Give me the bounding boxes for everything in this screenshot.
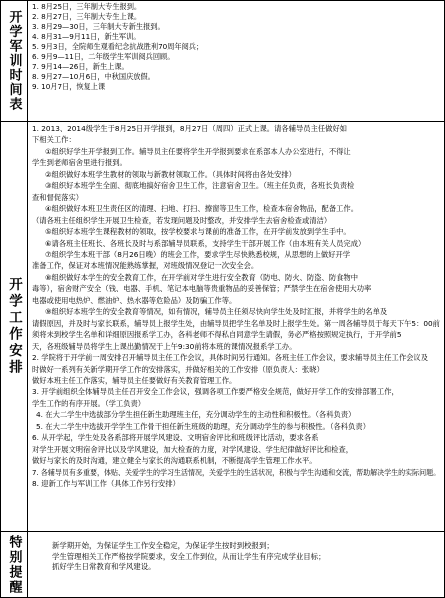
arrangement-line: 学生工作的有序开展。（学工负责）	[32, 398, 146, 408]
notice-line: 抓好学生日常教育和学风建设。	[52, 562, 156, 571]
schedule-item: 4. 8月31—9月11日，新生军训。	[32, 32, 141, 41]
schedule-item: 6. 9月9—11日，二年级学生军训阅兵回顾。	[32, 52, 175, 61]
arrangement-line: 对学生开展文明宿舍评比以及学风建设，加大检查的力度，对学风建设、学生纪律做好评比和检查，	[32, 444, 354, 454]
arrangement-line: 准备工作，保证对本班情况能熟练掌握，对班级情况登记一次安全会。	[32, 261, 259, 271]
arrangement-line: 3. 开学前组织全体辅导员主任召开安全工作会议，强调各项工作要严格安全规范，做好开学工作的安排部署工作，	[32, 387, 399, 397]
arrangement-line: ③组织好本班学生全面、彻底地搞好宿舍卫生工作，注意宿舍卫生。（班主任负责，各班长负责检	[45, 181, 355, 191]
schedule-item: 3. 8月29—30日，三年制大专新生报到。	[32, 22, 165, 31]
arrangement-line: 须将未到校学生名单和详细原因报系学工办，各科老师不得私自同意学生请假，务必严格按照规定执行，于开学前5	[32, 330, 402, 340]
arrangement-line: 请假原因，并及时与家长联系，辅导员上报学生处，由辅导员把学生名单及时上报学生处。第一周各辅导员于每天下午5：00前	[32, 318, 440, 328]
schedule-section	[1, 1, 444, 122]
arrangement-line: ②组织做好本班学生教材的领取与新教材领取工作。（具体时间将由各处安排）	[45, 169, 296, 179]
arrangement-line: 天，各班级辅导员将学生上课出勤情况于上午9:30前将本班的课情况报系学工办。	[32, 341, 297, 351]
arrangement-body	[28, 122, 444, 531]
schedule-item: 1. 8月25日，三年制大专生报到。	[32, 2, 142, 11]
schedule-list	[28, 1, 444, 121]
arrangement-line: ④组织做好本班卫生责任区的清理、扫地、打扫、擦窗等卫生工作，检查本宿舍物品，配备工作。	[45, 204, 359, 214]
arrangement-line: ⑤组织好本班学生课程教材的领取，按学校要求与课前的准备工作，在开学前发放到学生手中。	[45, 227, 351, 237]
arrangement-line: ①组织好学生开学报到工作。辅导员主任要将学生开学报到要求在系部本人办公室进行，不得让	[45, 146, 351, 156]
arrangement-line: 下相关工作：	[32, 135, 76, 145]
arrangement-line: ⑧组织做好本学生的安全教育工作，在开学前对学生进行安全教育（防电、防火、防盗、防食物中	[45, 272, 359, 282]
arrangement-line: （请各班主任组织学生开展卫生检查，若发现问题及时整改，并安排学生去宿舍检查或清洁）	[32, 215, 332, 225]
arrangement-label: 开学工作安排	[6, 277, 22, 376]
notice-body	[28, 532, 444, 597]
arrangement-line: 时做好一系列有关新学期开学工作的安排落实，并做好相关的工作安排（原负责人：张晓）	[32, 364, 324, 374]
notice-label: 特别提醒	[6, 534, 22, 595]
arrangement-line: 查和督促落实）	[32, 192, 84, 202]
arrangement-line: 电器或使用电热炉、燃油炉、热水器等危险品）及防骗工作等。	[32, 295, 237, 305]
arrangement-line: ⑦组织学生本班干部（8月26日晚）的班会工作，要求学生尽快熟悉校规，从思想的上做好开学	[45, 249, 351, 259]
arrangement-line: 毒等），宿舍财产安全（钱、电器、手机、笔记本电脑等贵重物品的妥善保管；严禁学生在宿舍使用大功率	[32, 284, 372, 294]
arrangement-line: 1. 2013、2014级学生于8月25日开学报到，8月27日（周四）正式上课。请各辅导员主任做好如	[32, 124, 348, 133]
schedule-item: 8. 9月27—10月6日，中秋国庆放假。	[32, 72, 155, 81]
schedule-label: 开学军训时间表	[6, 10, 22, 112]
arrangement-line: 做好与家长的及时沟通，建立健全与家长的沟通联系机制，不断提高学生管理工作水平。	[32, 456, 317, 466]
arrangement-line: 5. 在大二学生中选拔开学学生工作骨干担任新生班级的助理，充分调动学生的参与积极性。（各科负责）	[36, 421, 370, 431]
arrangement-line: 2. 学院将于开学前一周安排召开辅导员主任工作会议，具体时间另行通知。各班主任工作会议，要求辅导员主任工作会议及	[32, 353, 429, 363]
schedule-item: 2. 8月27日，三年制大专生上课。	[32, 12, 142, 21]
notice-line: 学生管理相关工作严格按学院要求，安全工作到位，从而让学生有序完成学业目标；	[52, 551, 326, 561]
notice-label-cell	[1, 532, 28, 597]
arrangement-label-cell	[1, 122, 28, 531]
arrangement-line: 8. 迎新工作与军训工作（具体工作另行安排）	[32, 479, 180, 489]
schedule-item: 5. 9月3日，全院师生观看纪念抗战胜利70周年阅兵；	[32, 42, 204, 51]
notice-line: 新学期开始，为保证学生工作安全稳定，为保证学生按时到校报到；	[52, 541, 274, 550]
arrangement-line: 6. 从开学起，学生处及各系部将开展学风建设、文明宿舍评比和班级评比活动，要求各系	[32, 433, 319, 443]
arrangement-line: 做好本班主任工作落实，辅导员主任要做好有关教育管理工作。	[32, 375, 237, 385]
arrangement-line: 学生到老师宿舍里进行报到。	[32, 158, 127, 168]
arrangement-line: ⑨组织好本班学生的安全教育等情况，如有情况，辅导员主任须尽快向学生处及时汇报，并将学生的名单及	[45, 307, 388, 317]
arrangement-line: ⑥请各班主任班长、各班长及时与系部辅导员联系，支持学生干部开展工作（由本班有关人员完成）	[45, 238, 366, 248]
schedule-item: 9. 10月7日，恢复上课	[32, 82, 106, 91]
schedule-label-cell	[1, 1, 28, 121]
arrangement-line: 4. 在大二学生中选拔部分学生担任新生助理班主任，充分调动学生的主动性和积极性。（各科负责）	[36, 410, 356, 420]
arrangement-section	[1, 122, 444, 532]
schedule-item: 7. 9月14—26日，新生上课。	[32, 62, 129, 71]
arrangement-line: 7. 各辅导员有多重要，体贴、关爱学生的学习生活情况，关爱学生的生活状况，积极与学生沟通和交流，帮助解决学生的实际问题。	[32, 467, 441, 477]
notice-section	[1, 532, 444, 597]
